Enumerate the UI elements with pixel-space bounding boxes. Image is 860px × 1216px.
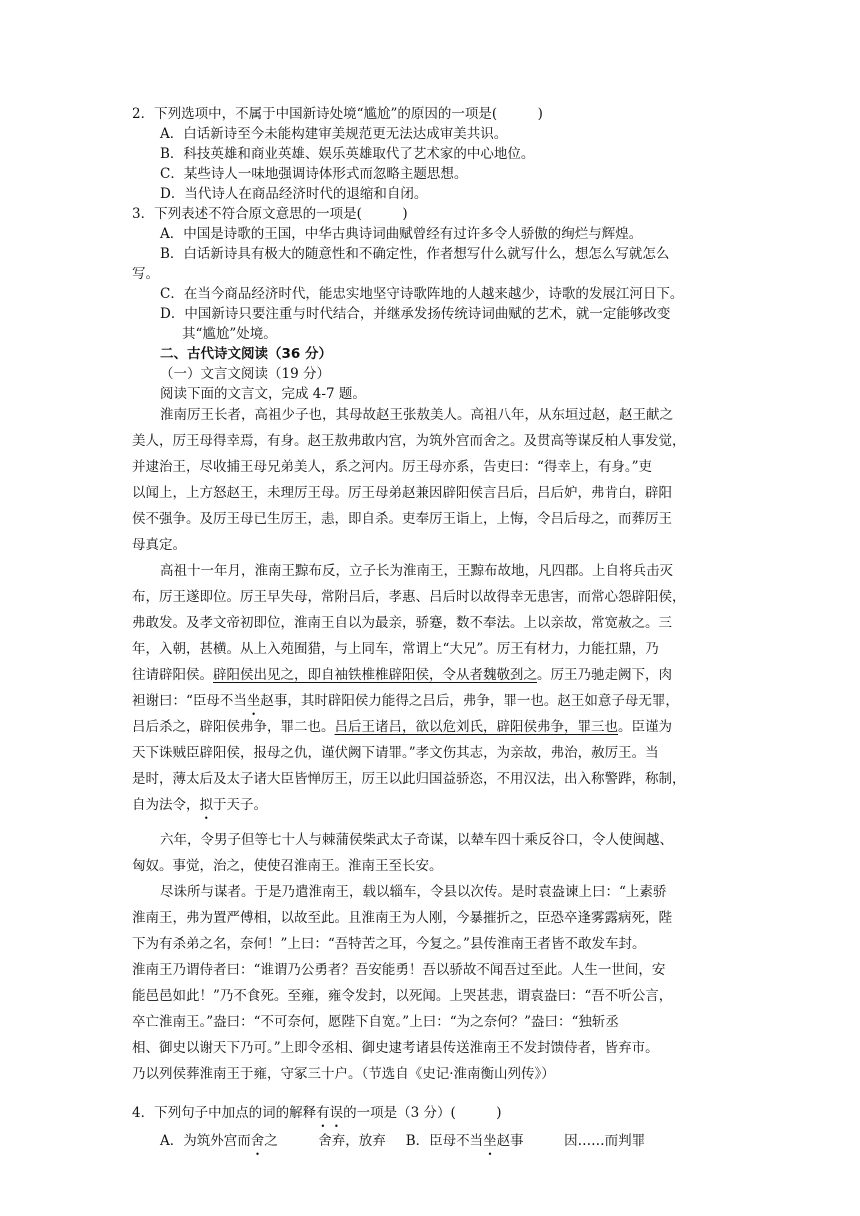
passage-text: 。厉王乃驰走阙下，肉 — [537, 667, 672, 683]
passage-text: 吕后杀之，辟阳侯弗争，罪二也。 — [132, 719, 335, 735]
passage-p2-line: 天下诛贼臣辟阳侯，报母之仇，谨伏阙下请罪。”孝文伤其志，为亲故，弗治，赦厉王。当 — [132, 745, 659, 761]
passage-p2-line: 高祖十一年月，淮南王黥布反，立子长为淮南王，王黥布故地，凡四郡。上自将兵击灭 — [160, 563, 673, 579]
question-3-stem: 3．下列表述不符合原文意思的一项是( ) — [132, 206, 408, 222]
passage-p4-line: 尽诛所与谋者。于是乃遣淮南王，载以辎车，令县以次传。是时袁盎谏上曰：“上素骄 — [160, 884, 667, 900]
passage-p2-line: 是时，薄太后及太子诸大臣皆惮厉王，厉王以此归国益骄恣，不用汉法，出入称警跸，称制， — [132, 771, 686, 787]
question-text: 4．下列句子中加点的词的解释 — [132, 1105, 317, 1121]
underlined-sentence-2: 吕后王诸吕，欲以危刘氏，辟阳侯弗争，罪三也 — [334, 719, 618, 735]
passage-p4-line: 相、御史以谢天下乃可。”上即令丞相、御史逮考诸县传送淮南王不发封馈侍者，皆弃市。 — [132, 1040, 659, 1056]
question-3-option-d-line2: 其“尴尬”处境。 — [182, 326, 277, 342]
passage-p2-line: 布，厉王遂即位。厉王早失母，常附吕后，孝惠、吕后时以故得幸无患害，而常心怨辟阳侯， — [132, 589, 686, 605]
passage-p3-line: 匈奴。事觉，治之，使使召淮南王。淮南王至长安。 — [132, 858, 443, 874]
dotted-word-you: 有 — [316, 1105, 330, 1121]
question-3-option-b-line2: 写。 — [132, 266, 159, 282]
option-a-text: 之 舍弃，放弃 — [264, 1133, 386, 1149]
question-2-option-c: C．某些诗人一味地强调诗体形式而忽略主题思想。 — [160, 166, 468, 182]
question-4-options — [160, 1131, 645, 1151]
question-4-stem — [132, 1103, 502, 1123]
passage-p2-line — [132, 691, 679, 711]
reading-instruction: 阅读下面的文言文，完成 4-7 题。 — [160, 386, 366, 402]
dotted-word-ni: 拟 — [199, 797, 213, 813]
passage-p2-line — [132, 795, 267, 815]
question-2-option-d: D．当代诗人在商品经济时代的退缩和自闭。 — [160, 186, 428, 202]
question-2-option-b: B．科技英雄和商业英雄、娱乐英雄取代了艺术家的中心地位。 — [160, 146, 535, 162]
option-b-text: B．臣母不当 — [405, 1133, 484, 1149]
passage-p2-line — [132, 665, 672, 685]
passage-p1-line: 侯不强争。及厉王母已生厉王，恚，即自杀。吏奉厉王诣上，上悔，令吕后母之，而葬厉王 — [132, 511, 672, 527]
dotted-word-zuo: 坐 — [483, 1133, 497, 1149]
dotted-word-she: 舍 — [250, 1133, 265, 1149]
question-3-option-d-line1: D．中国新诗只要注重与时代结合，并继承发扬传统诗词曲赋的艺术，就一定能够改变 — [160, 306, 671, 322]
passage-p4-line: 卒亡淮南王。”盎曰：“不可奈何，愿陛下自宽。”上曰：“为之奈何？”盎曰：“独斩丞 — [132, 1014, 619, 1030]
passage-p4-line: 能邑邑如此！”乃不食死。至雍，雍令发封，以死闻。上哭甚悲，谓袁盎曰：“吾不听公言， — [132, 988, 673, 1004]
section-heading: 二、古代诗文阅读（36 分） — [160, 346, 332, 362]
option-a-text: A．为筑外宫而 — [160, 1133, 251, 1149]
passage-p4-line: 下为有杀弟之名，奈何！”上曰：“吾特苦之耳，今复之。”县传淮南王者皆不敢发车封。 — [132, 936, 646, 952]
underlined-sentence-1: 辟阳侯出见之，即自袖铁椎椎辟阳侯，令从者魏敬刭之 — [213, 667, 537, 683]
passage-p2-line — [132, 717, 672, 737]
question-3-option-a: A．中国是诗歌的王国，中华古典诗词曲赋曾经有过许多令人骄傲的绚烂与辉煌。 — [160, 226, 643, 242]
passage-text: 往请辟阳侯。 — [132, 667, 213, 683]
subsection-heading: （一）文言文阅读（19 分） — [160, 366, 330, 382]
passage-text: 。臣谨为 — [618, 719, 672, 735]
question-3-option-c: C．在当今商品经济时代，能忠实地坚守诗歌阵地的人越来越少，诗歌的发展江河日下。 — [160, 286, 684, 302]
passage-text: 赵事，其时辟阳侯力能得之吕后，弗争，罪一也。赵王如意子母无罪， — [260, 693, 679, 709]
question-2-option-a: A．白话新诗至今未能构建审美规范更无法达成审美共识。 — [160, 126, 508, 142]
question-2-stem: 2．下列选项中，不属于中国新诗处境“尴尬”的原因的一项是( ) — [132, 106, 543, 122]
passage-text: 袒谢曰：“臣母不当 — [132, 693, 247, 709]
passage-p1-line: 美人，厉王母得幸焉，有身。赵王敖弗敢内宫，为筑外宫而舍之。及贯高等谋反柏人事发觉， — [132, 433, 686, 449]
passage-p1-line: 淮南厉王长者，高祖少子也，其母故赵王张敖美人。高祖八年，从东垣过赵，赵王献之 — [160, 407, 673, 423]
question-3-option-b-line1: B．白话新诗具有极大的随意性和不确定性，作者想写什么就写什么，想怎么写就怎么 — [160, 246, 670, 262]
passage-p2-line: 弗敢发。及孝文帝初即位，淮南王自以为最亲，骄蹇，数不奉法。上以亲故，常宽赦之。三 — [132, 615, 672, 631]
passage-text: 于天子。 — [213, 797, 267, 813]
dotted-word-zuo: 坐 — [246, 693, 261, 709]
passage-text: 自为法令， — [132, 797, 200, 813]
option-b-text: 赵事 因……而判罪 — [496, 1133, 646, 1149]
passage-p1-line: 以闻上，上方怒赵王，未理厉王母。厉王母弟赵兼因辟阳侯言吕后，吕后妒，弗肯白，辟阳 — [132, 485, 672, 501]
passage-p1-line: 并逮治王，尽收捕王母兄弟美人，系之河内。厉王母亦系，告吏曰：“得幸上，有身。”吏 — [132, 459, 653, 475]
passage-p4-line: 乃以列侯葬淮南王于雍，守冢三十户。（节选自《史记·淮南衡山列传》） — [132, 1066, 555, 1082]
passage-p4-line: 淮南王，弗为置严傅相，以故至此。且淮南王为人刚，今暴摧折之，臣恐卒逢雾露病死，陛 — [132, 910, 672, 926]
passage-p4-line: 淮南王乃谓侍者曰：“谁谓乃公勇者？吾安能勇！吾以骄故不闻吾过至此。人生一世间，安 — [132, 962, 666, 978]
question-text: 的一项是（3 分）( ) — [343, 1105, 502, 1121]
passage-p2-line: 年，入朝，甚横。从上入苑囿猎，与上同车，常谓上“大兄”。厉王有材力，力能扛鼎，乃 — [132, 641, 659, 657]
passage-p1-line: 母真定。 — [132, 537, 186, 553]
dotted-word-wu: 误 — [329, 1105, 344, 1121]
passage-p3-line: 六年，令男子但等七十人与棘蒲侯柴武太子奇谋，以辇车四十乘反谷口，令人使闽越、 — [160, 832, 673, 848]
